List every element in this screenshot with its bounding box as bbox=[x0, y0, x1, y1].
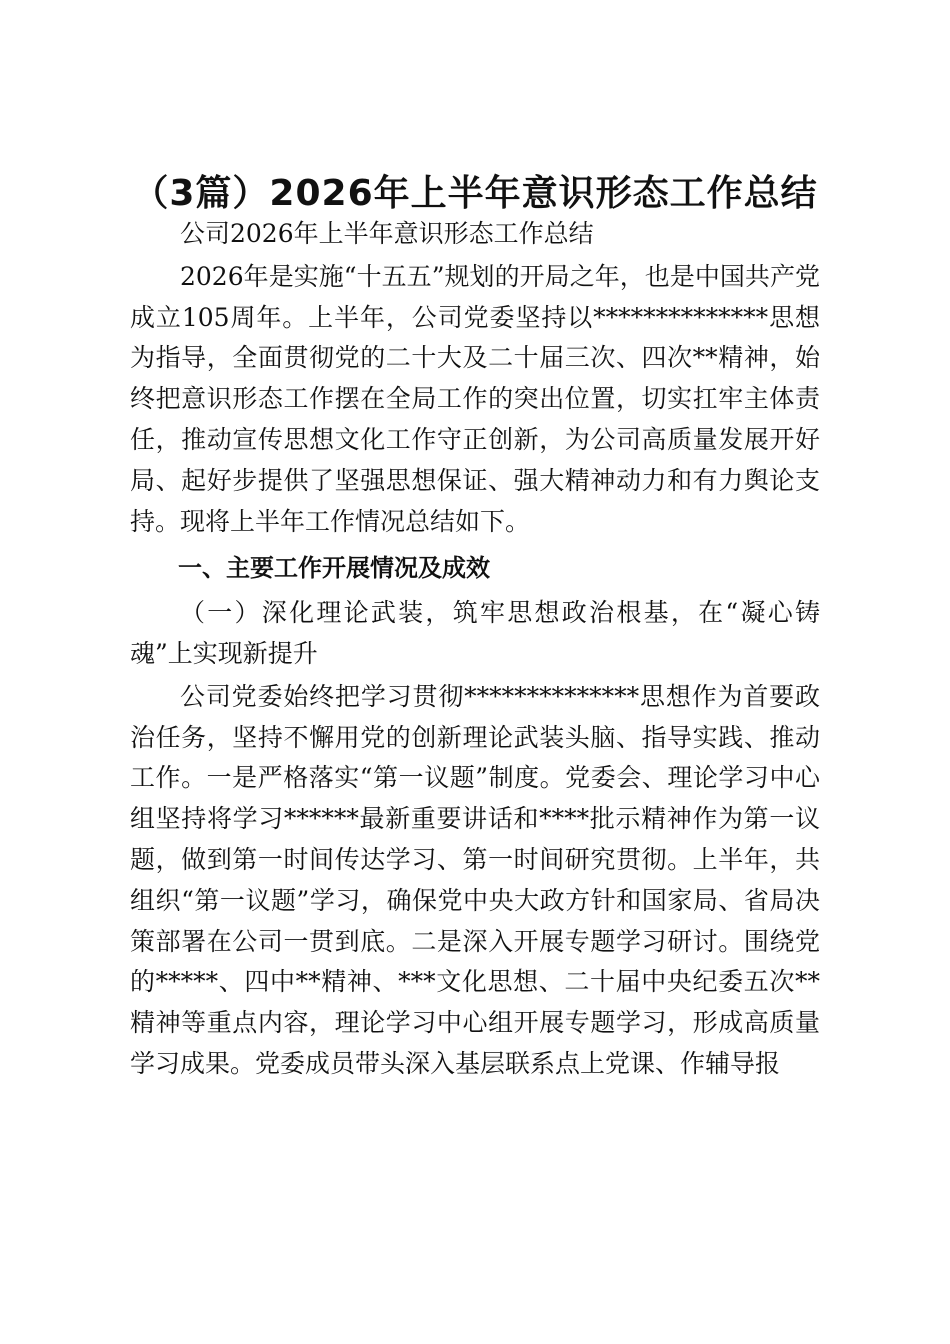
body-paragraph: 公司党委始终把学习贯彻**************思想作为首要政治任务，坚持不懈用党的创新理论武装头脑、指导实践、推动工作。一是严格落实“第一议题”制度。党委会、理论学习中心组坚持将学习******最新重要讲话和****批示精神作为第一议题，做到第一时间传达学习、第一时间研究贯彻。上半年，共组织“第一议题”学习，确保党中央大政方针和国家局、省局决策部署在公司一贯到底。二是深入开展专题学习研讨。围绕党的*****、四中**精神、***文化思想、二十届中央纪委五次**精神等重点内容，理论学习中心组开展专题学习，形成高质量学习成果。党委成员带头深入基层联系点上党课、作辅导报 bbox=[130, 681, 820, 1078]
document-body bbox=[130, 212, 820, 1085]
subsection-heading: （一）深化理论武装，筑牢思想政治根基，在“凝心铸魂”上实现新提升 bbox=[130, 598, 820, 668]
document-title: （3篇）2026年上半年意识形态工作总结 bbox=[132, 173, 818, 214]
intro-paragraph: 2026年是实施“十五五”规划的开局之年，也是中国共产党成立105周年。上半年，公司党委坚持以**************思想为指导，全面贯彻党的二十大及二十届三次、四次**精神，始终把意识形态工作摆在全局工作的突出位置，切实扛牢主体责任，推动宣传思想文化工作守正创新，为公司高质量发展开好局、起好步提供了坚强思想保证、强大精神动力和有力舆论支持。现将上半年工作情况总结如下。 bbox=[130, 261, 820, 536]
document-subtitle: 公司2026年上半年意识形态工作总结 bbox=[180, 219, 594, 248]
section-heading: 一、主要工作开展情况及成效 bbox=[178, 554, 490, 583]
